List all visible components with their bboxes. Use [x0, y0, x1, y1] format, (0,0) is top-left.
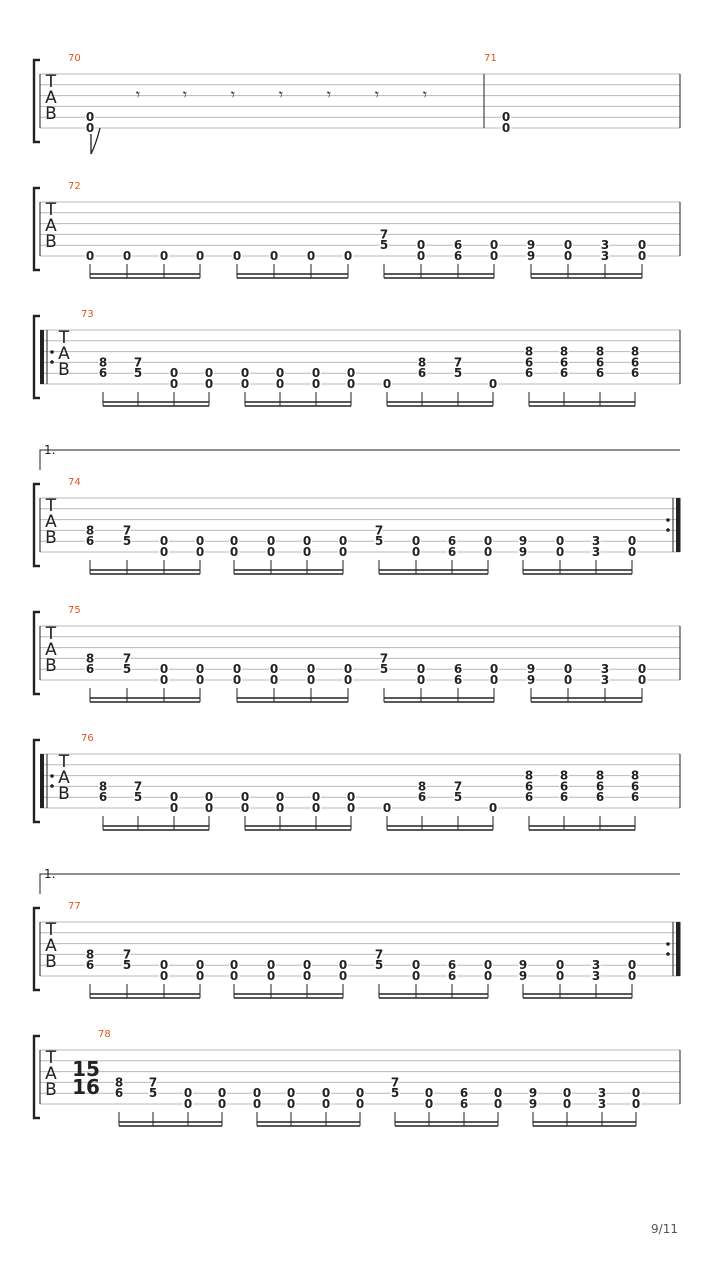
fret-number: 9 — [518, 534, 528, 549]
fret-number: 6 — [85, 662, 95, 677]
fret-number: 0 — [252, 1086, 262, 1101]
system-bracket — [34, 316, 40, 398]
fret-number: 0 — [321, 1086, 331, 1101]
tab-clef-letter: B — [45, 104, 57, 124]
fret-number: 0 — [483, 969, 493, 983]
fret-number: 0 — [195, 249, 205, 263]
fret-number: 0 — [217, 1086, 227, 1101]
fret-number: 8 — [524, 344, 534, 359]
fret-number: 9 — [518, 545, 528, 559]
fret-number: 0 — [302, 969, 312, 983]
fret-number: 0 — [217, 1097, 227, 1111]
fret-number: 9 — [518, 958, 528, 973]
fret-number: 6 — [630, 366, 640, 381]
repeat-dot — [666, 942, 670, 946]
fret-number: 0 — [501, 110, 511, 125]
fret-number: 8 — [98, 355, 108, 370]
tab-system — [34, 309, 680, 406]
fret-number: 0 — [229, 534, 239, 549]
fret-number: 8 — [417, 355, 427, 370]
fret-number: 6 — [559, 355, 569, 370]
system-bracket — [34, 1036, 40, 1118]
fret-number: 0 — [382, 377, 392, 391]
fret-number: 0 — [204, 366, 214, 381]
repeat-start-thick-bar — [40, 754, 44, 808]
fret-number: 6 — [114, 1086, 124, 1101]
tab-clef-letter: T — [45, 496, 57, 516]
fret-number: 0 — [343, 673, 353, 687]
fret-number: 6 — [559, 779, 569, 794]
measure-number: 70 — [68, 53, 81, 64]
fret-number: 0 — [311, 377, 321, 391]
fret-number: 0 — [252, 1097, 262, 1111]
eighth-rest: 𝄾 — [182, 85, 188, 104]
time-signature-denominator: 16 — [72, 1075, 100, 1099]
fret-number: 7 — [453, 779, 463, 794]
tab-clef-letter: B — [45, 528, 57, 548]
measure-number: 77 — [68, 901, 81, 912]
fret-number: 0 — [204, 801, 214, 815]
fret-number: 0 — [275, 801, 285, 815]
fret-number: 6 — [595, 366, 605, 381]
fret-number: 0 — [85, 249, 95, 263]
fret-number: 6 — [559, 790, 569, 805]
tab-clef-letter: A — [45, 640, 57, 660]
fret-number: 0 — [631, 1097, 641, 1111]
fret-number: 0 — [306, 249, 316, 263]
fret-number: 0 — [355, 1086, 365, 1101]
fret-number: 5 — [122, 662, 132, 677]
fret-number: 6 — [524, 355, 534, 370]
fret-number: 0 — [343, 662, 353, 677]
measure-number: 74 — [68, 477, 81, 488]
system-bracket — [34, 188, 40, 270]
fret-number: 7 — [133, 355, 143, 370]
measure-number: 73 — [81, 309, 94, 320]
fret-number: 6 — [98, 366, 108, 381]
fret-number: 0 — [416, 662, 426, 677]
fret-number: 3 — [597, 1097, 607, 1111]
fret-number: 0 — [275, 790, 285, 805]
fret-number: 0 — [311, 366, 321, 381]
repeat-end-thick-bar — [676, 498, 680, 552]
fret-number: 0 — [159, 662, 169, 677]
fret-number: 0 — [637, 238, 647, 253]
repeat-dot — [50, 360, 54, 364]
tab-clef-letter: B — [45, 1080, 57, 1100]
fret-number: 0 — [627, 958, 637, 973]
fret-number: 0 — [346, 366, 356, 381]
fret-number: 9 — [518, 969, 528, 983]
fret-number: 0 — [169, 801, 179, 815]
fret-number: 8 — [559, 768, 569, 783]
fret-number: 0 — [411, 545, 421, 559]
fret-number: 0 — [229, 545, 239, 559]
fret-number: 0 — [488, 377, 498, 391]
fret-number: 9 — [526, 673, 536, 687]
fret-number: 6 — [447, 545, 457, 559]
fret-number: 0 — [269, 673, 279, 687]
fret-number: 0 — [204, 790, 214, 805]
repeat-dot — [666, 952, 670, 956]
fret-number: 5 — [453, 366, 463, 381]
fret-number: 5 — [453, 790, 463, 805]
tab-clef-letter: A — [45, 88, 57, 108]
fret-number: 6 — [559, 366, 569, 381]
fret-number: 3 — [600, 249, 610, 263]
fret-number: 6 — [417, 790, 427, 805]
fret-number: 0 — [562, 1086, 572, 1101]
fret-number: 0 — [240, 790, 250, 805]
fret-number: 0 — [311, 790, 321, 805]
fret-number: 0 — [555, 534, 565, 549]
fret-number: 5 — [148, 1086, 158, 1101]
fret-number: 6 — [595, 779, 605, 794]
fret-number: 7 — [374, 523, 384, 538]
fret-number: 6 — [453, 238, 463, 253]
tab-clef-letter: A — [58, 768, 70, 788]
fret-number: 6 — [447, 534, 457, 549]
fret-number: 7 — [379, 227, 389, 242]
fret-number: 6 — [459, 1097, 469, 1111]
fret-number: 0 — [411, 534, 421, 549]
fret-number: 0 — [382, 801, 392, 815]
fret-number: 0 — [159, 958, 169, 973]
fret-number: 3 — [591, 534, 601, 549]
fret-number: 5 — [390, 1086, 400, 1101]
tab-system — [34, 605, 680, 702]
fret-number: 9 — [528, 1097, 538, 1111]
fret-number: 0 — [501, 121, 511, 135]
fret-number: 0 — [85, 110, 95, 125]
tab-clef-letter: B — [45, 656, 57, 676]
fret-number: 0 — [159, 969, 169, 983]
system-bracket — [34, 908, 40, 990]
fret-number: 0 — [488, 801, 498, 815]
fret-number: 0 — [489, 238, 499, 253]
fret-number: 0 — [302, 534, 312, 549]
fret-number: 0 — [266, 545, 276, 559]
fret-number: 0 — [232, 249, 242, 263]
fret-number: 0 — [232, 673, 242, 687]
tab-system — [34, 867, 680, 998]
eighth-rest: 𝄾 — [374, 85, 380, 104]
fret-number: 0 — [346, 377, 356, 391]
eighth-rest: 𝄾 — [422, 85, 428, 104]
fret-number: 0 — [240, 366, 250, 381]
fret-number: 6 — [595, 355, 605, 370]
measure-number: 72 — [68, 181, 81, 192]
fret-number: 0 — [321, 1097, 331, 1111]
fret-number: 9 — [526, 249, 536, 263]
fret-number: 6 — [630, 790, 640, 805]
fret-number: 0 — [240, 377, 250, 391]
fret-number: 0 — [286, 1086, 296, 1101]
tab-clef-letter: T — [58, 328, 70, 348]
fret-number: 7 — [379, 651, 389, 666]
tab-system — [34, 53, 680, 154]
repeat-dot — [50, 350, 54, 354]
fret-number: 6 — [453, 249, 463, 263]
fret-number: 9 — [528, 1086, 538, 1101]
fret-number: 6 — [453, 662, 463, 677]
fret-number: 0 — [555, 958, 565, 973]
fret-number: 0 — [306, 673, 316, 687]
page-number: 9/11 — [651, 1222, 678, 1236]
fret-number: 6 — [447, 958, 457, 973]
fret-number: 0 — [493, 1086, 503, 1101]
measure-number: 71 — [484, 53, 497, 64]
fret-number: 8 — [98, 779, 108, 794]
system-bracket — [34, 740, 40, 822]
repeat-end-thick-bar — [676, 922, 680, 976]
fret-number: 3 — [597, 1086, 607, 1101]
fret-number: 5 — [133, 366, 143, 381]
fret-number: 0 — [416, 238, 426, 253]
fret-number: 6 — [524, 779, 534, 794]
fret-number: 8 — [85, 947, 95, 962]
fret-number: 0 — [232, 662, 242, 677]
volta-bracket — [40, 874, 680, 894]
fret-number: 0 — [159, 534, 169, 549]
measure-number: 76 — [81, 733, 94, 744]
fret-number: 0 — [266, 958, 276, 973]
fret-number: 0 — [637, 662, 647, 677]
measure-number: 75 — [68, 605, 81, 616]
fret-number: 0 — [346, 790, 356, 805]
fret-number: 8 — [595, 344, 605, 359]
fret-number: 5 — [374, 534, 384, 549]
fret-number: 5 — [374, 958, 384, 973]
fret-number: 0 — [286, 1097, 296, 1111]
fret-number: 6 — [98, 790, 108, 805]
system-bracket — [34, 60, 40, 142]
fret-number: 0 — [483, 545, 493, 559]
fret-number: 0 — [355, 1097, 365, 1111]
eighth-rest: 𝄾 — [278, 85, 284, 104]
fret-number: 0 — [338, 958, 348, 973]
fret-number: 8 — [630, 344, 640, 359]
tab-clef-letter: T — [45, 920, 57, 940]
tab-clef-letter: A — [45, 1064, 57, 1084]
fret-number: 0 — [229, 958, 239, 973]
fret-number: 7 — [148, 1075, 158, 1090]
fret-number: 7 — [453, 355, 463, 370]
tab-clef-letter: A — [45, 936, 57, 956]
fret-number: 7 — [133, 779, 143, 794]
system-bracket — [34, 484, 40, 566]
fret-number: 3 — [591, 545, 601, 559]
fret-number: 0 — [555, 969, 565, 983]
fret-number: 3 — [600, 662, 610, 677]
fret-number: 6 — [85, 958, 95, 973]
repeat-dot — [50, 784, 54, 788]
fret-number: 0 — [637, 249, 647, 263]
fret-number: 0 — [637, 673, 647, 687]
fret-number: 0 — [302, 545, 312, 559]
fret-number: 0 — [338, 969, 348, 983]
fret-number: 0 — [269, 662, 279, 677]
fret-number: 3 — [600, 673, 610, 687]
volta-label: 1. — [44, 867, 56, 881]
tab-clef-letter: B — [45, 952, 57, 972]
fret-number: 7 — [122, 651, 132, 666]
fret-number: 0 — [562, 1097, 572, 1111]
fret-number: 6 — [453, 673, 463, 687]
fret-number: 6 — [524, 790, 534, 805]
fret-number: 0 — [169, 790, 179, 805]
fret-number: 0 — [195, 673, 205, 687]
measure-number: 78 — [98, 1029, 111, 1040]
tab-clef-letter: A — [45, 216, 57, 236]
repeat-dot — [50, 774, 54, 778]
fret-number: 0 — [338, 545, 348, 559]
fret-number: 0 — [563, 238, 573, 253]
fret-number: 8 — [595, 768, 605, 783]
fret-number: 0 — [627, 969, 637, 983]
time-signature-numerator: 15 — [72, 1057, 100, 1081]
eighth-rest: 𝄾 — [135, 85, 141, 104]
fret-number: 0 — [411, 958, 421, 973]
system-bracket — [34, 612, 40, 694]
fret-number: 0 — [489, 249, 499, 263]
fret-number: 6 — [447, 969, 457, 983]
fret-number: 6 — [524, 366, 534, 381]
volta-bracket — [40, 450, 680, 470]
fret-number: 0 — [338, 534, 348, 549]
fret-number: 6 — [417, 366, 427, 381]
fret-number: 0 — [424, 1097, 434, 1111]
fret-number: 6 — [595, 790, 605, 805]
fret-number: 8 — [630, 768, 640, 783]
fret-number: 0 — [411, 969, 421, 983]
fret-number: 5 — [122, 958, 132, 973]
fret-number: 0 — [563, 662, 573, 677]
tab-clef-letter: T — [45, 200, 57, 220]
fret-number: 7 — [374, 947, 384, 962]
fret-number: 0 — [627, 545, 637, 559]
fret-number: 0 — [275, 377, 285, 391]
fret-number: 0 — [416, 249, 426, 263]
fret-number: 3 — [591, 969, 601, 983]
fret-number: 0 — [183, 1086, 193, 1101]
fret-number: 0 — [493, 1097, 503, 1111]
fret-number: 7 — [122, 947, 132, 962]
fret-number: 0 — [311, 801, 321, 815]
fret-number: 0 — [159, 545, 169, 559]
fret-number: 8 — [85, 651, 95, 666]
fret-number: 0 — [266, 969, 276, 983]
tab-clef-letter: T — [58, 752, 70, 772]
fret-number: 0 — [195, 958, 205, 973]
fret-number: 0 — [343, 249, 353, 263]
fret-number: 0 — [483, 534, 493, 549]
tab-system — [34, 1029, 680, 1126]
fret-number: 0 — [306, 662, 316, 677]
fret-number: 0 — [563, 249, 573, 263]
fret-number: 0 — [85, 121, 95, 135]
fret-number: 0 — [240, 801, 250, 815]
fret-number: 7 — [122, 523, 132, 538]
fret-number: 0 — [631, 1086, 641, 1101]
tab-system — [34, 181, 680, 278]
fret-number: 5 — [379, 662, 389, 677]
fret-number: 3 — [600, 238, 610, 253]
fret-number: 0 — [183, 1097, 193, 1111]
fret-number: 8 — [524, 768, 534, 783]
fret-number: 5 — [133, 790, 143, 805]
fret-number: 0 — [195, 534, 205, 549]
repeat-start-thick-bar — [40, 330, 44, 384]
fret-number: 0 — [555, 545, 565, 559]
fret-number: 0 — [489, 673, 499, 687]
fret-number: 9 — [526, 238, 536, 253]
fret-number: 5 — [122, 534, 132, 549]
fret-number: 5 — [379, 238, 389, 253]
fret-number: 0 — [346, 801, 356, 815]
fret-number: 0 — [195, 969, 205, 983]
repeat-dot — [666, 528, 670, 532]
tab-clef-letter: B — [58, 360, 70, 380]
fret-number: 0 — [266, 534, 276, 549]
fret-number: 0 — [159, 673, 169, 687]
tab-clef-letter: T — [45, 72, 57, 92]
fret-number: 0 — [302, 958, 312, 973]
repeat-dot — [666, 518, 670, 522]
fret-number: 7 — [390, 1075, 400, 1090]
fret-number: 0 — [159, 249, 169, 263]
fret-number: 0 — [204, 377, 214, 391]
fret-number: 0 — [563, 673, 573, 687]
tab-clef-letter: A — [58, 344, 70, 364]
fret-number: 8 — [114, 1075, 124, 1090]
eighth-rest: 𝄾 — [326, 85, 332, 104]
fret-number: 0 — [489, 662, 499, 677]
fret-number: 6 — [459, 1086, 469, 1101]
fret-number: 0 — [169, 377, 179, 391]
fret-number: 8 — [417, 779, 427, 794]
fret-number: 9 — [526, 662, 536, 677]
fret-number: 0 — [122, 249, 132, 263]
fret-number: 8 — [559, 344, 569, 359]
fret-number: 0 — [483, 958, 493, 973]
tab-clef-letter: T — [45, 1048, 57, 1068]
fret-number: 0 — [195, 662, 205, 677]
tab-system — [34, 443, 680, 574]
fret-number: 0 — [195, 545, 205, 559]
fret-number: 6 — [630, 355, 640, 370]
tab-system — [34, 733, 680, 830]
tab-clef-letter: A — [45, 512, 57, 532]
fret-number: 0 — [229, 969, 239, 983]
volta-label: 1. — [44, 443, 56, 457]
tab-clef-letter: B — [45, 232, 57, 252]
fret-number: 0 — [416, 673, 426, 687]
fret-number: 8 — [85, 523, 95, 538]
fret-number: 0 — [169, 366, 179, 381]
fret-number: 6 — [630, 779, 640, 794]
fret-number: 0 — [627, 534, 637, 549]
fret-number: 0 — [275, 366, 285, 381]
eighth-rest: 𝄾 — [230, 85, 236, 104]
tab-clef-letter: B — [58, 784, 70, 804]
fret-number: 3 — [591, 958, 601, 973]
fret-number: 0 — [269, 249, 279, 263]
fret-number: 0 — [424, 1086, 434, 1101]
fret-number: 6 — [85, 534, 95, 549]
tab-clef-letter: T — [45, 624, 57, 644]
